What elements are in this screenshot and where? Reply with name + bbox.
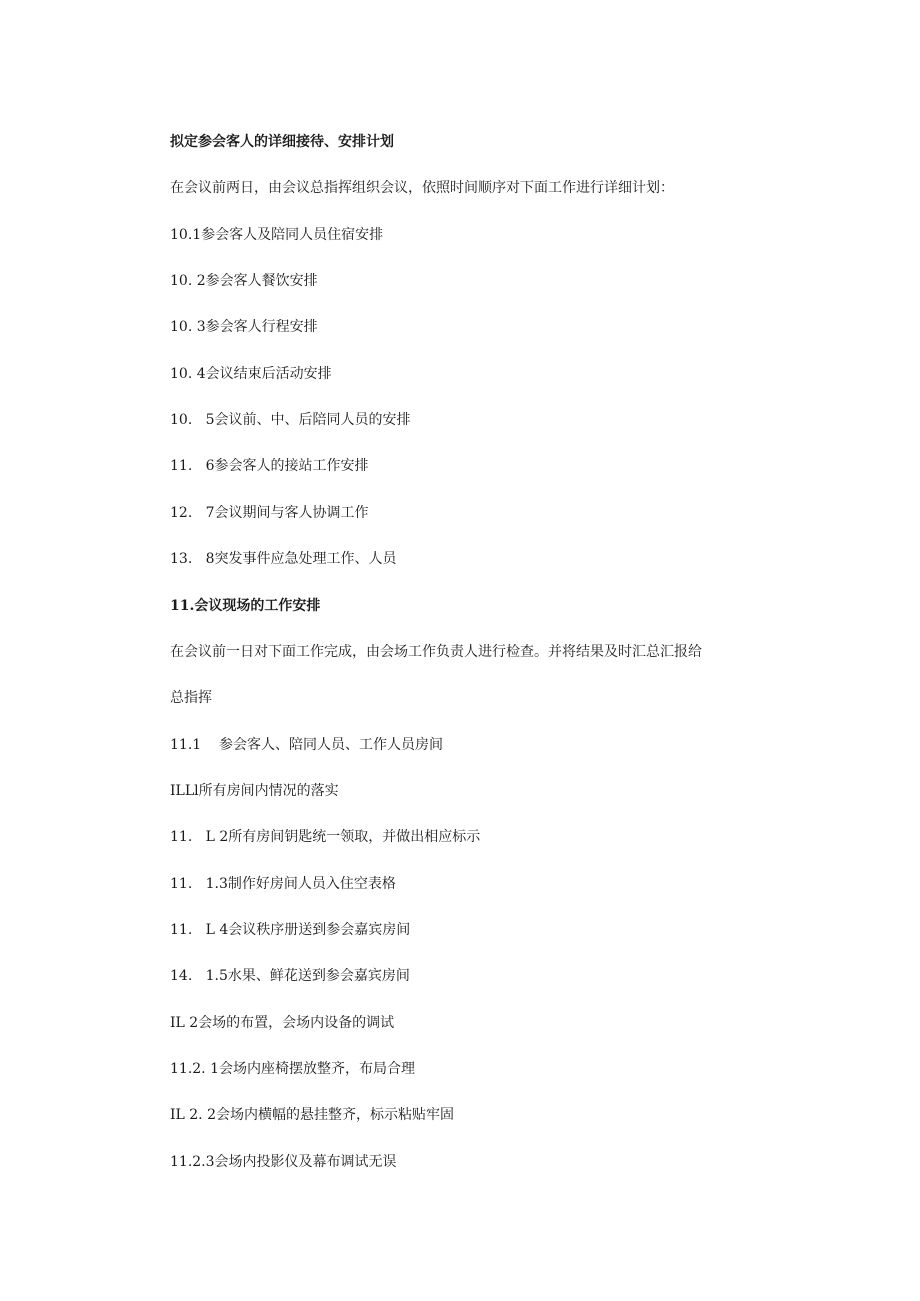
list-item: 10. 4会议结束后活动安排	[170, 366, 332, 382]
paragraph-text: 在会议前一日对下面工作完成，由会场工作负责人进行检查。并将结果及时汇总汇报给	[170, 644, 702, 660]
paragraph-text: 在会议前两日，由会议总指挥组织会议，依照时间顺序对下面工作进行详细计划：	[170, 180, 674, 196]
list-item: 10.1参会客人及陪同人员住宿安排	[170, 227, 384, 243]
list-item: 12. 7会议期间与客人协调工作	[170, 505, 369, 521]
list-item: 14. 1.5水果、鲜花送到参会嘉宾房间	[170, 968, 410, 984]
list-item: 10. 2参会客人餐饮安排	[170, 273, 318, 289]
section-heading: 11.会议现场的工作安排	[170, 598, 321, 614]
list-item: 11.2. 1会场内座椅摆放整齐，布局合理	[170, 1061, 415, 1077]
list-item: 11. L 2所有房间钥匙统一领取，并做出相应标示	[170, 829, 481, 845]
list-item: 11.2.3会场内投影仪及幕布调试无误	[170, 1154, 397, 1170]
list-item: IL 2会场的布置，会场内设备的调试	[170, 1015, 395, 1031]
list-item: IL 2. 2会场内横幅的悬挂整齐，标示粘贴牢固	[170, 1107, 454, 1123]
list-item: 10. 3参会客人行程安排	[170, 319, 318, 335]
list-item: 11. 1.3制作好房间人员入住空表格	[170, 876, 396, 892]
list-item: 10. 5会议前、中、后陪同人员的安排	[170, 412, 411, 428]
list-item: 11.1 参会客人、陪同人员、工作人员房间	[170, 737, 443, 753]
list-item: ILLl所有房间内情况的落实	[170, 783, 339, 799]
section-heading: 拟定参会客人的详细接待、安排计划	[170, 134, 394, 150]
list-item: 13. 8突发事件应急处理工作、人员	[170, 551, 397, 567]
list-item: 11. 6参会客人的接站工作安排	[170, 458, 369, 474]
list-item: 11. L 4会议秩序册送到参会嘉宾房间	[170, 922, 411, 938]
paragraph-text: 总指挥	[170, 690, 212, 706]
